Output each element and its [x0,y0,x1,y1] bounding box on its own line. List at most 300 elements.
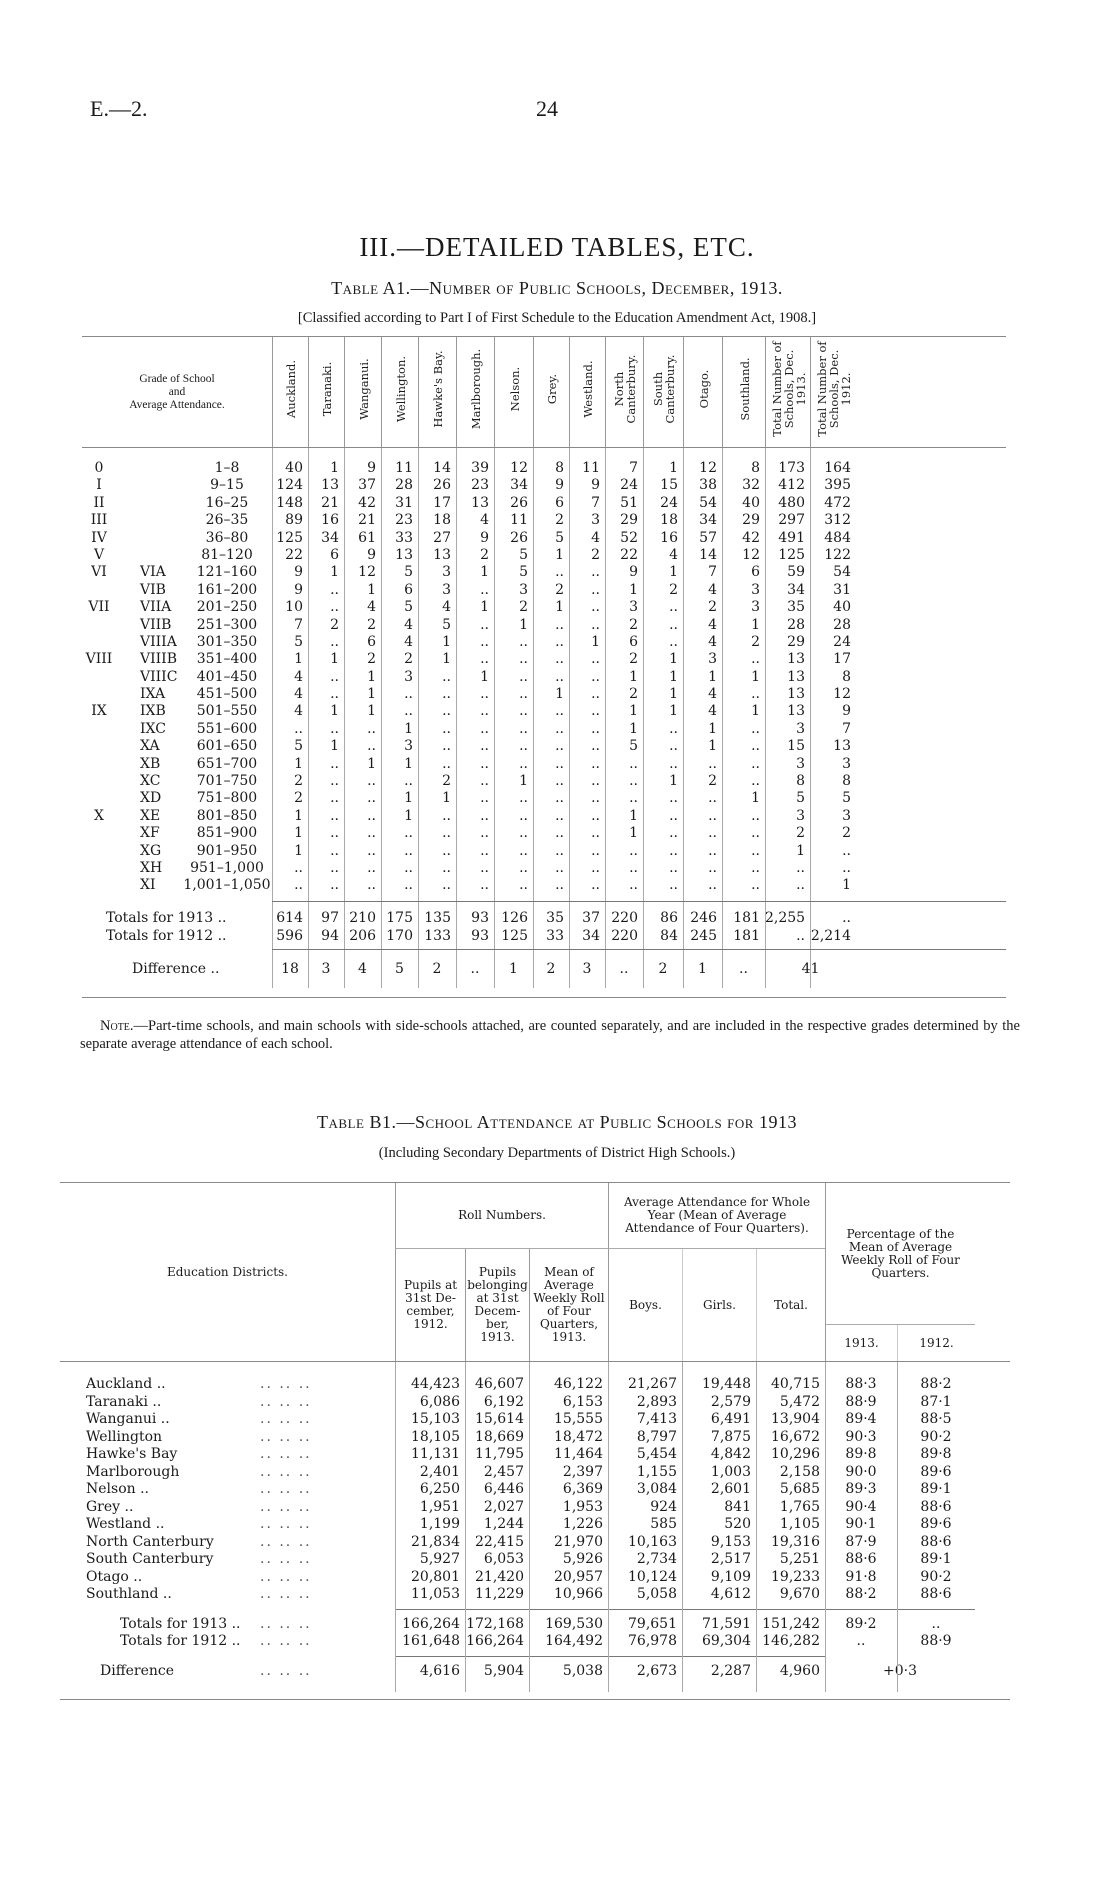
cell-value: 13 [433,546,451,563]
attendance-range: 201–250 [196,599,258,616]
cell-value: 79,651 [628,1615,677,1632]
cell-value: 5,472 [779,1393,820,1410]
cell-value: 6,250 [419,1481,460,1497]
column-header-label: Wellington. [393,355,408,423]
cell-value: 12 [510,460,528,476]
cell-value: 88·9 [920,1633,952,1649]
cell-value: .. [629,877,638,894]
column-divider [897,1362,898,1692]
cell-value: 6,446 [483,1481,524,1497]
header-boys: Boys. [608,1249,682,1361]
difference-value: 5 [395,960,404,977]
cell-value: 1 [404,790,413,807]
cell-value: 3 [796,720,805,737]
table-row [82,790,1006,807]
cell-value: 11,795 [475,1446,524,1462]
cell-value: 8,797 [636,1428,677,1445]
difference-value: 1 [698,960,707,977]
subgrade-label: IXA [140,686,166,703]
cell-value: 1 [591,633,600,650]
cell-value: 146,282 [762,1633,820,1649]
cell-value: .. [708,790,717,807]
cell-value: 38 [699,477,717,494]
cell-value: 11,464 [554,1446,603,1462]
subgrade-label: VIA [140,564,166,581]
page-number: 24 [536,96,558,121]
totals-rule [272,901,1006,902]
cell-value: 87·1 [920,1393,952,1410]
cell-value: 29 [787,633,805,650]
column-divider [395,1362,396,1692]
cell-value: .. [591,668,600,685]
cell-value: 5 [404,599,413,616]
cell-value: 2 [555,512,564,529]
cell-value: 1,226 [562,1516,603,1532]
cell-value: 395 [824,477,851,494]
table-row [60,1616,1010,1634]
cell-value: .. [591,651,600,668]
cell-value: 27 [433,529,451,546]
leader-dots: .. .. .. [260,1428,312,1445]
cell-value: 3 [842,755,851,772]
cell-value: 520 [724,1516,751,1532]
attendance-range: 401–450 [196,668,258,685]
cell-value: 14 [433,460,451,476]
subgrade-label: XH [140,859,163,876]
totals-value: 84 [660,927,678,944]
cell-value: 7,413 [636,1411,677,1427]
table-row [82,617,1006,634]
cell-value: 13 [833,738,851,755]
cell-value: 4 [367,599,376,616]
cell-value: 34 [787,581,805,598]
attendance-range: 161–200 [196,581,258,598]
cell-value: 28 [395,477,413,494]
cell-value: .. [591,581,600,598]
cell-value: 2 [629,616,638,633]
column-header [308,337,345,447]
cell-value: 23 [471,477,489,494]
cell-value: 42 [358,494,376,511]
cell-value: 20,801 [411,1568,460,1585]
cell-value: .. [367,738,376,755]
grade-label: IX [91,703,107,720]
cell-value: 52 [620,529,638,546]
cell-value: 4 [708,616,717,633]
cell-value: 88·6 [920,1586,952,1602]
table-row [82,721,1006,738]
cell-value: 125 [778,546,805,563]
cell-value: 1 [294,825,303,842]
cell-value: 1 [751,790,760,807]
cell-value: .. [751,825,760,842]
cell-value: 2,579 [710,1393,751,1410]
leader-dots: .. .. .. [260,1586,312,1602]
cell-value: .. [330,720,339,737]
totals-label: Totals for 1913 .. [106,909,227,926]
cell-value: 1 [555,599,564,616]
cell-value: 3 [751,599,760,616]
cell-value: .. [751,859,760,876]
difference-total: 41 [801,960,820,977]
cell-value: .. [669,633,678,650]
cell-value: 3 [404,738,413,755]
table-a1-note [80,1017,1020,1053]
column-header [765,337,811,447]
cell-value: .. [367,720,376,737]
column-header-label: Grey. [545,373,559,405]
column-divider [605,448,606,988]
cell-value: 35 [787,599,805,616]
district-name: Marlborough [86,1463,180,1480]
cell-value: .. [519,720,528,737]
table-row [60,1516,1010,1534]
totals-value: 125 [501,927,528,944]
cell-value: 89·8 [845,1446,877,1462]
cell-value: .. [442,859,451,876]
cell-value: .. [330,581,339,598]
cell-value: 1 [404,720,413,737]
difference-row [60,1663,1010,1685]
cell-value: 10 [285,599,303,616]
cell-value: 6,053 [483,1551,524,1567]
cell-value: .. [555,633,564,650]
cell-value: .. [591,616,600,633]
table-row [60,1569,1010,1587]
cell-value: 2 [796,825,805,842]
cell-value: 21 [358,512,376,529]
difference-value: 4,960 [779,1662,820,1679]
cell-value: 54 [699,494,717,511]
cell-value: .. [629,790,638,807]
cell-value: .. [480,633,489,650]
column-header [381,337,419,447]
grade-header-line: Grade of School [139,373,215,385]
table-row [82,599,1006,616]
cell-value: 88·2 [920,1376,952,1392]
cell-value: 4,842 [710,1446,751,1462]
totals-value: 220 [611,909,638,926]
cell-value: 28 [833,616,851,633]
column-divider [643,448,644,988]
grade-label: I [96,477,102,494]
cell-value: 2 [442,773,451,790]
totals-value: 181 [733,909,760,926]
subgrade-label: IXB [140,703,166,720]
cell-value: 164,492 [545,1633,603,1649]
difference-rule [272,949,1006,950]
cell-value: .. [555,616,564,633]
cell-value: 91·8 [845,1568,877,1585]
cell-value: 7 [842,720,851,737]
cell-value: .. [629,842,638,859]
cell-value: 2,517 [710,1551,751,1567]
column-header-label: Taranaki. [320,361,334,417]
cell-value: 1 [330,703,339,720]
cell-value: .. [330,755,339,772]
cell-value: 1,765 [779,1498,820,1515]
table-row [82,651,1006,668]
cell-value: 15 [787,738,805,755]
cell-value: 122 [824,546,851,563]
cell-value: 9 [555,477,564,494]
cell-value: 89 [285,512,303,529]
difference-value: .. [739,960,748,977]
cell-value: .. [519,633,528,650]
table-row [60,1394,1010,1412]
cell-value: 24 [620,477,638,494]
cell-value: .. [555,755,564,772]
cell-value: 2 [842,825,851,842]
table-row [60,1551,1010,1569]
totals-value: 97 [321,909,339,926]
table-b1-header [60,1182,1010,1362]
cell-value: .. [555,842,564,859]
cell-value: 33 [395,529,413,546]
cell-value: .. [555,651,564,668]
subgrade-label: VIIB [140,616,172,633]
column-divider [683,448,684,988]
cell-value: .. [555,738,564,755]
cell-value: 15,103 [411,1411,460,1427]
cell-value: .. [629,755,638,772]
totals-value: 133 [424,927,451,944]
table-a1-title: Table A1.—Number of Public Schools, December, 1913. [331,278,783,298]
cell-value: 29 [742,512,760,529]
cell-value: 2 [294,773,303,790]
cell-value: 21,420 [475,1568,524,1585]
cell-value: 20,957 [554,1568,603,1585]
district-name: Auckland .. [86,1376,166,1392]
cell-value: 5 [555,529,564,546]
cell-value: 6 [404,581,413,598]
section-title: III.—DETAILED TABLES, ETC. [359,232,755,262]
cell-value: 26 [510,529,528,546]
cell-value: 6,369 [562,1481,603,1497]
cell-value: .. [404,842,413,859]
cell-value: .. [367,790,376,807]
cell-value: 18,472 [554,1428,603,1445]
table-row [82,703,1006,720]
difference-value: 2,673 [636,1662,677,1679]
cell-value: 89·6 [920,1463,952,1480]
cell-value: 1 [708,720,717,737]
cell-value: .. [751,738,760,755]
cell-value: 1 [669,686,678,703]
totals-value: 170 [386,927,413,944]
header-roll-mean: Mean of Average Weekly Roll of Four Quarters, 1913. [529,1249,608,1361]
table-row [82,669,1006,686]
cell-value: 90·1 [845,1516,877,1532]
cell-value: 3 [629,599,638,616]
cell-value: 11 [582,460,600,476]
cell-value: .. [480,581,489,598]
cell-value: 4 [294,686,303,703]
cell-value: .. [442,825,451,842]
cell-value: .. [442,703,451,720]
cell-value: 89·1 [920,1481,952,1497]
cell-value: .. [442,842,451,859]
cell-value: .. [480,755,489,772]
column-header [344,337,382,447]
grade-label: VI [91,564,107,581]
subgrade-label: VIIIC [140,668,178,685]
cell-value: .. [708,807,717,824]
cell-value: 13 [787,668,805,685]
cell-value: 9 [367,460,376,476]
attendance-range: 121–160 [196,564,258,581]
cell-value: 90·4 [845,1498,877,1515]
cell-value: 9 [367,546,376,563]
cell-value: 4 [294,668,303,685]
column-divider [465,1362,466,1692]
cell-value: 23 [395,512,413,529]
table-row [82,547,1006,564]
cell-value: 34 [321,529,339,546]
cell-value: 125 [276,529,303,546]
cell-value: 24 [833,633,851,650]
cell-value: 26 [433,477,451,494]
cell-value: 7 [294,616,303,633]
cell-value: .. [708,842,717,859]
cell-value: .. [519,790,528,807]
cell-value: 29 [620,512,638,529]
cell-value: .. [669,790,678,807]
column-divider [533,448,534,988]
totals-value: 2,214 [810,927,851,944]
cell-value: .. [751,842,760,859]
cell-value: .. [591,720,600,737]
cell-value: 31 [395,494,413,511]
cell-value: .. [669,859,678,876]
grade-label: V [93,546,105,563]
cell-value: 17 [833,651,851,668]
cell-value: 5 [294,633,303,650]
totals-value: 86 [660,909,678,926]
cell-value: .. [442,686,451,703]
subgrade-label: VIIIA [140,633,177,650]
subgrade-label: IXC [140,720,166,737]
cell-value: 585 [650,1516,677,1532]
district-name: Grey .. [86,1498,134,1515]
note-text: —Part-time schools, and main schools with side-schools attached, are counted separately, and are included in the respective grades determined by the separate average attendance of each school. [80,1018,1020,1052]
subgrade-label: VIIA [140,599,172,616]
cell-value: 44,423 [411,1376,460,1392]
cell-value: 9,109 [710,1568,751,1585]
cell-value: 1 [367,668,376,685]
cell-value: 4 [669,546,678,563]
cell-value: 4 [591,529,600,546]
cell-value: 9 [842,703,851,720]
cell-value: 22 [620,546,638,563]
cell-value: .. [519,859,528,876]
district-name: Westland .. [86,1516,165,1532]
cell-value: 1 [708,738,717,755]
cell-value: 4 [442,599,451,616]
cell-value: 61 [358,529,376,546]
cell-value: .. [555,720,564,737]
column-divider [344,448,345,988]
cell-value: 1 [669,564,678,581]
cell-value: 491 [778,529,805,546]
cell-value: 1 [367,686,376,703]
cell-value: 3 [796,807,805,824]
table-a1-subtitle: [Classified according to Part I of First Schedule to the Education Amendment Act, 1908.] [297,310,817,326]
cell-value: 1 [404,755,413,772]
cell-value: 90·0 [845,1463,877,1480]
cell-value: 2 [751,633,760,650]
cell-value: 8 [555,460,564,476]
leader-dots: .. .. .. [260,1516,312,1532]
difference-value: 4 [358,960,367,977]
leader-dots: .. .. .. [260,1662,312,1679]
cell-value: 9 [294,564,303,581]
district-name: Wanganui .. [86,1411,170,1427]
cell-value: 472 [824,494,851,511]
cell-value: 71,591 [702,1615,751,1632]
column-header-label: Wanganui. [356,358,371,420]
header-total: Total. [756,1249,825,1361]
table-row [60,1411,1010,1429]
cell-value: 5 [842,790,851,807]
table-row [82,530,1006,547]
grade-header [82,373,272,412]
cell-value: .. [480,651,489,668]
cell-value: 5 [629,738,638,755]
leader-dots: .. .. .. [260,1481,312,1497]
cell-value: .. [591,790,600,807]
totals-value: 37 [582,909,600,926]
cell-value: 18 [433,512,451,529]
cell-value: 11,229 [475,1586,524,1602]
totals-value: 2,255 [765,909,806,926]
cell-value: .. [519,842,528,859]
cell-value: 5 [519,546,528,563]
cell-value: 2,734 [636,1551,677,1567]
cell-value: 34 [510,477,528,494]
cell-value: .. [669,738,678,755]
column-header [418,337,457,447]
cell-value: 88·6 [920,1533,952,1550]
cell-value: 28 [787,616,805,633]
cell-value: .. [669,720,678,737]
cell-value: 16,672 [771,1428,820,1445]
table-b1-body [60,1362,1010,1700]
cell-value: .. [669,755,678,772]
attendance-range: 751–800 [196,790,258,807]
cell-value: 8 [842,668,851,685]
cell-value: 5 [796,790,805,807]
table-a1 [82,336,1006,998]
table-row [82,808,1006,825]
cell-value: 17 [433,494,451,511]
cell-value: 11,053 [411,1586,460,1602]
cell-value: .. [404,877,413,894]
cell-value: 1 [629,581,638,598]
subgrade-label: XG [140,842,162,859]
totals-value: 175 [386,909,413,926]
cell-value: .. [519,668,528,685]
cell-value: 2 [629,686,638,703]
cell-value: 5,927 [419,1551,460,1567]
column-header [810,337,857,447]
cell-value: 1 [442,651,451,668]
column-divider [756,1362,757,1692]
subgrade-label: XE [140,807,161,824]
cell-value: 10,124 [628,1568,677,1585]
cell-value: 4 [708,703,717,720]
cell-value: 3 [404,668,413,685]
